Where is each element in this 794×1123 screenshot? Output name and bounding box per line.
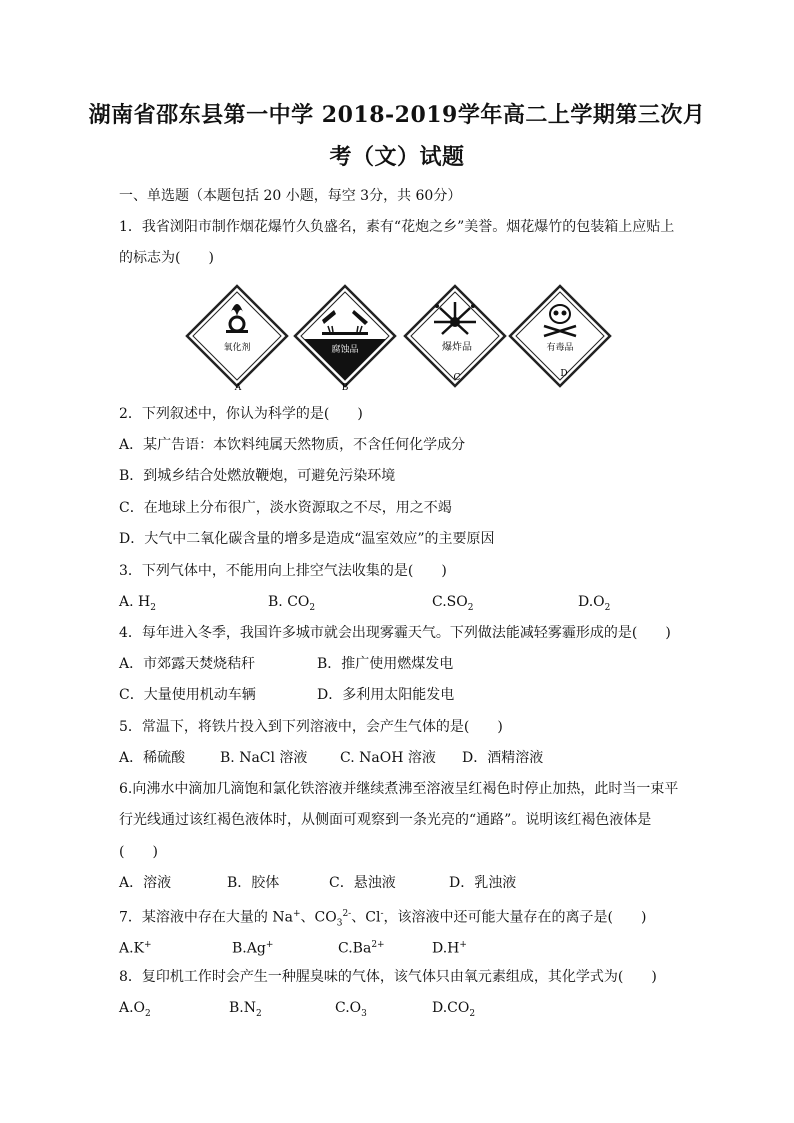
q7-stem: 7．某溶液中存在大量的 Na+、$CO_3^{2-}$、Cl-，该溶液中还可能大量存在的离子是( ) [119, 909, 647, 929]
q6-stem-line1: 6.向沸水中滴加几滴饱和氯化铁溶液并继续煮沸至溶液呈红褐色时停止加热，此时当一束平 [119, 781, 679, 797]
oxidizer-hazard-icon [187, 286, 287, 393]
q7-option-b: B.Ag+ [232, 940, 274, 957]
q2-option-c: C．在地球上分布很广，淡水资源取之不尽，用之不竭 [119, 500, 452, 516]
q4-option-d: D．多利用太阳能发电 [317, 687, 455, 703]
q8-option-c: $C.O_3$ [335, 1000, 367, 1019]
q4-option-b: B．推广使用燃煤发电 [317, 656, 454, 672]
q1-stem-line2: 的标志为( ) [119, 250, 214, 266]
q8-option-a: $A.O_2$ [119, 1000, 151, 1019]
q5-stem: 5．常温下，将铁片投入到下列溶液中，会产生气体的是( ) [119, 719, 503, 735]
q7-option-a: A.K+ [119, 940, 152, 957]
q2-option-d: D．大气中二氧化碳含量的增多是造成“温室效应”的主要原因 [119, 531, 495, 547]
figure-label-c: 爆炸品 [442, 342, 472, 353]
q8-option-d: $D.CO_2$ [432, 1000, 476, 1019]
q5-option-c: C. NaOH 溶液 [340, 750, 436, 766]
exam-title-line1: 湖南省邵东县第一中学 2018-2019学年高二上学期第三次月 [88, 102, 706, 128]
q3-option-d: $D.O_2$ [578, 594, 611, 613]
explosive-hazard-icon [405, 286, 505, 386]
q4-option-c: C．大量使用机动车辆 [119, 687, 256, 703]
q5-option-d: D．酒精溶液 [462, 750, 544, 766]
q2-option-a: A．某广告语：本饮料纯属天然物质，不含任何化学成分 [119, 437, 466, 453]
q5-option-b: B. NaCl 溶液 [220, 750, 308, 766]
figure-label-d: 有毒品 [546, 343, 574, 353]
corrosive-hazard-icon [295, 286, 395, 393]
q6-option-b: B．胶体 [227, 875, 280, 891]
q8-stem: 8．复印机工作时会产生一种腥臭味的气体，该气体只由氧元素组成，其化学式为( ) [119, 969, 657, 985]
figure-label-a: 氧化剂 [223, 343, 251, 353]
hazard-labels-figure [182, 282, 612, 394]
q5-option-a: A．稀硫酸 [119, 750, 186, 766]
section-heading: 一、单选题（本题包括 20 小题，每空 3分，共 60分） [119, 188, 462, 204]
q1-stem-line1: 1．我省浏阳市制作烟花爆竹久负盛名，素有“花炮之乡”美誉。烟花爆竹的包装箱上应贴上 [119, 219, 675, 235]
q6-option-c: C．悬浊液 [329, 875, 396, 891]
toxic-hazard-icon [510, 286, 610, 386]
q6-option-d: D．乳浊液 [449, 875, 517, 891]
figure-letter-a: A [234, 383, 242, 393]
q6-stem-line3: ( ) [119, 844, 158, 860]
q2-stem: 2．下列叙述中，你认为科学的是( ) [119, 406, 363, 422]
q3-option-a: A. $H_2$ [119, 594, 156, 613]
exam-title-line2: 考（文）试题 [329, 144, 465, 170]
q8-option-b: $B.N_2$ [229, 1000, 262, 1019]
q2-option-b: B．到城乡结合处燃放鞭炮，可避免污染环境 [119, 468, 396, 484]
figure-letter-d: D [560, 369, 568, 379]
figure-letter-c: C [453, 373, 461, 383]
figure-letter-b: B [341, 383, 349, 393]
q3-option-c: $C.SO_2$ [432, 594, 474, 613]
q4-option-a: A．市郊露天焚烧秸秆 [119, 656, 256, 672]
q7-option-c: $C.Ba^{2+}$ [338, 940, 385, 957]
q3-option-b: B. $CO_2$ [268, 594, 316, 613]
q6-stem-line2: 行光线通过该红褐色液体时，从侧面可观察到一条光亮的“通路”。说明该红褐色液体是 [119, 812, 652, 828]
figure-label-b: 腐蚀品 [331, 345, 359, 355]
q7-option-d: D.H+ [432, 940, 467, 957]
q4-stem: 4．每年进入冬季，我国许多城市就会出现雾霾天气。下列做法能减轻雾霾形成的是( ) [119, 625, 671, 641]
q6-option-a: A．溶液 [119, 875, 172, 891]
q3-stem: 3．下列气体中，不能用向上排空气法收集的是( ) [119, 563, 447, 579]
